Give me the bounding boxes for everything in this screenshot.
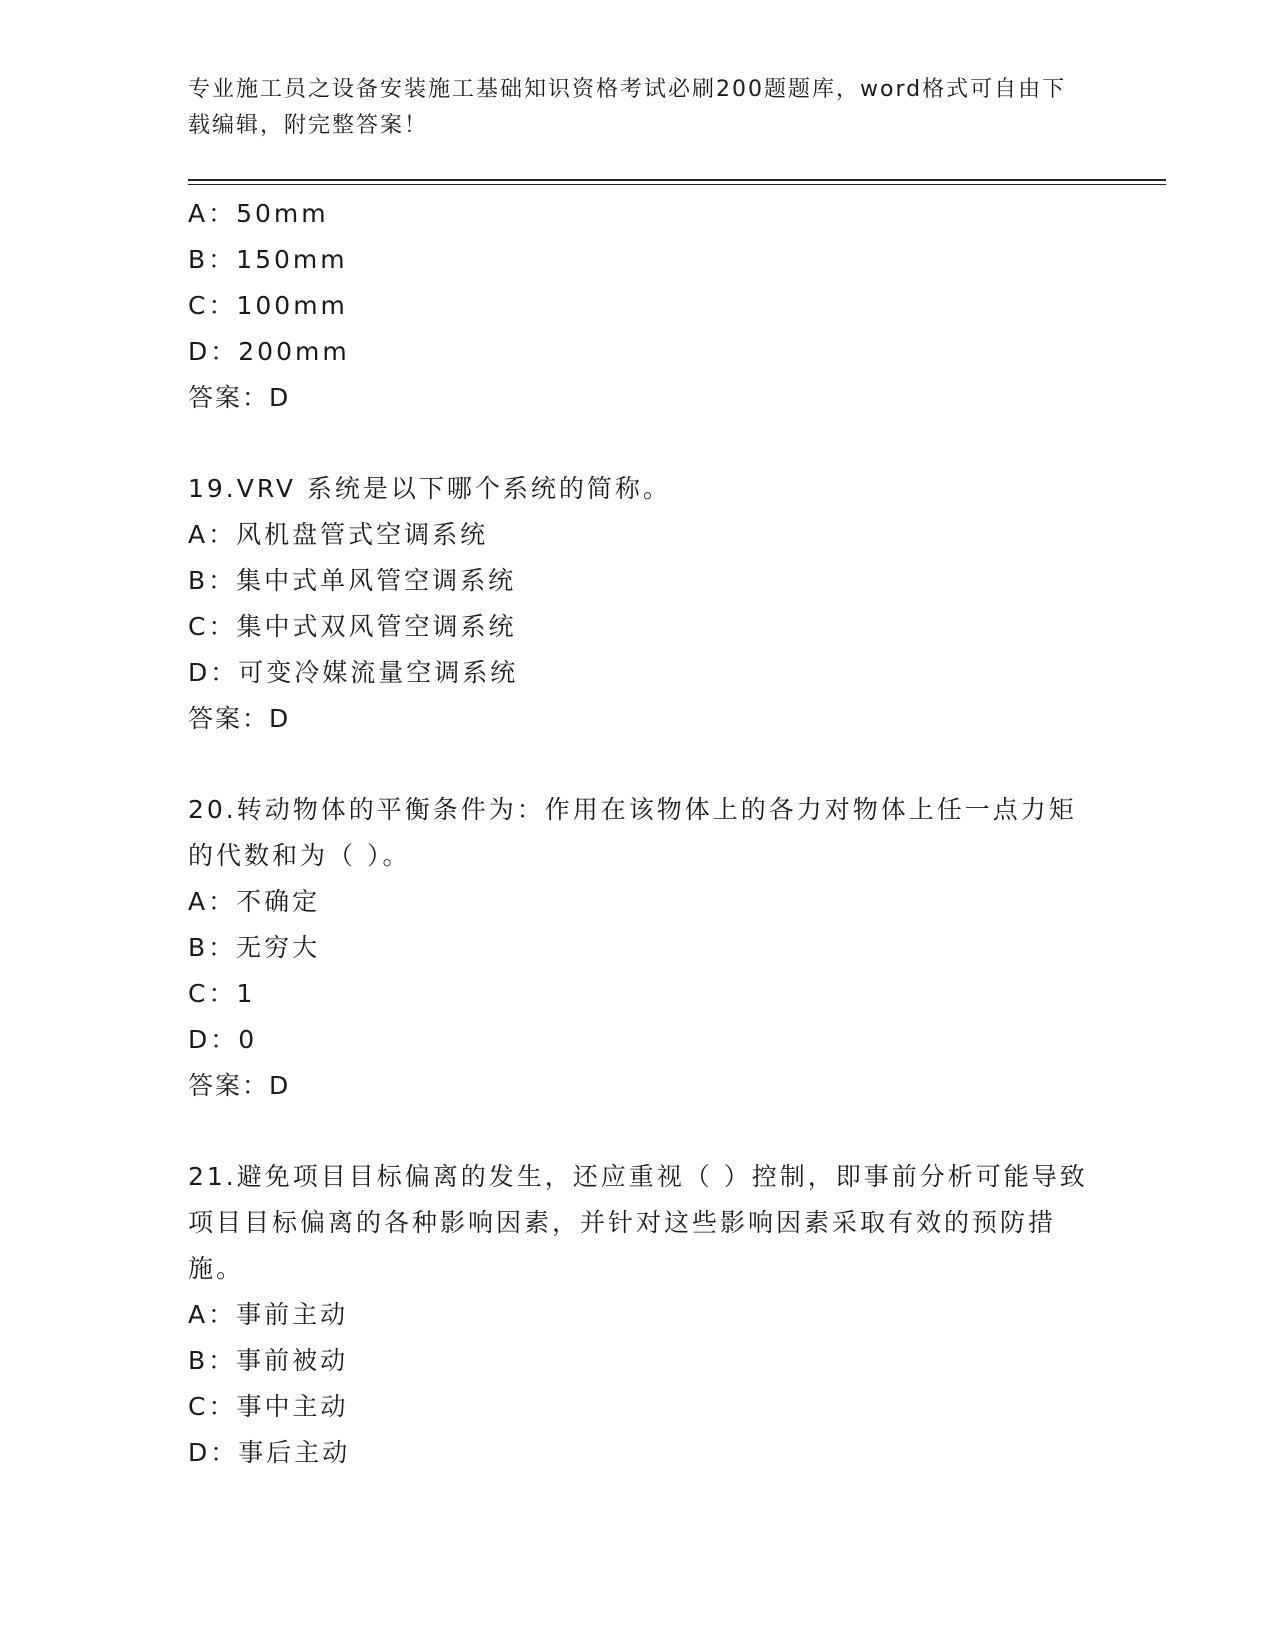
option-a: A：不确定	[188, 887, 321, 916]
option-d: D：可变冷媒流量空调系统	[188, 658, 519, 687]
option-d: D：0	[188, 1025, 258, 1054]
option-c: C：100mm	[188, 291, 348, 320]
question-21	[188, 1154, 1088, 1476]
header-rule-thick	[188, 179, 1166, 181]
option-a: A：风机盘管式空调系统	[188, 520, 489, 549]
question-text: 19.VRV 系统是以下哪个系统的简称。	[188, 474, 671, 503]
option-b: B：无穷大	[188, 933, 321, 962]
answer-line: 答案：D	[188, 704, 291, 733]
option-c: C：事中主动	[188, 1392, 349, 1421]
page-header: 专业施工员之设备安装施工基础知识资格考试必刷200题题库，word格式可自由下载编辑，附完整答案！	[188, 77, 1067, 138]
option-d: D：200mm	[188, 337, 350, 366]
answer-line: 答案：D	[188, 1071, 291, 1100]
option-b: B：事前被动	[188, 1346, 349, 1375]
option-a: A：事前主动	[188, 1300, 349, 1329]
question-text: 20.转动物体的平衡条件为：作用在该物体上的各力对物体上任一点力矩的代数和为（ ）。	[188, 795, 1077, 870]
option-b: B：150mm	[188, 245, 348, 274]
question-content	[188, 191, 1088, 1476]
answer-line: 答案：D	[188, 383, 291, 412]
option-b: B：集中式单风管空调系统	[188, 566, 517, 595]
question-text: 21.避免项目目标偏离的发生，还应重视（ ）控制，即事前分析可能导致项目目标偏离的各种影响因素，并针对这些影响因素采取有效的预防措施。	[188, 1162, 1088, 1283]
option-d: D：事后主动	[188, 1438, 351, 1467]
option-c: C：集中式双风管空调系统	[188, 612, 517, 641]
prev-question-block	[188, 191, 1088, 421]
header-rule-thin	[188, 184, 1166, 185]
question-19	[188, 466, 1088, 742]
option-c: C：1	[188, 979, 256, 1008]
option-a: A：50mm	[188, 199, 329, 228]
question-20	[188, 787, 1088, 1109]
